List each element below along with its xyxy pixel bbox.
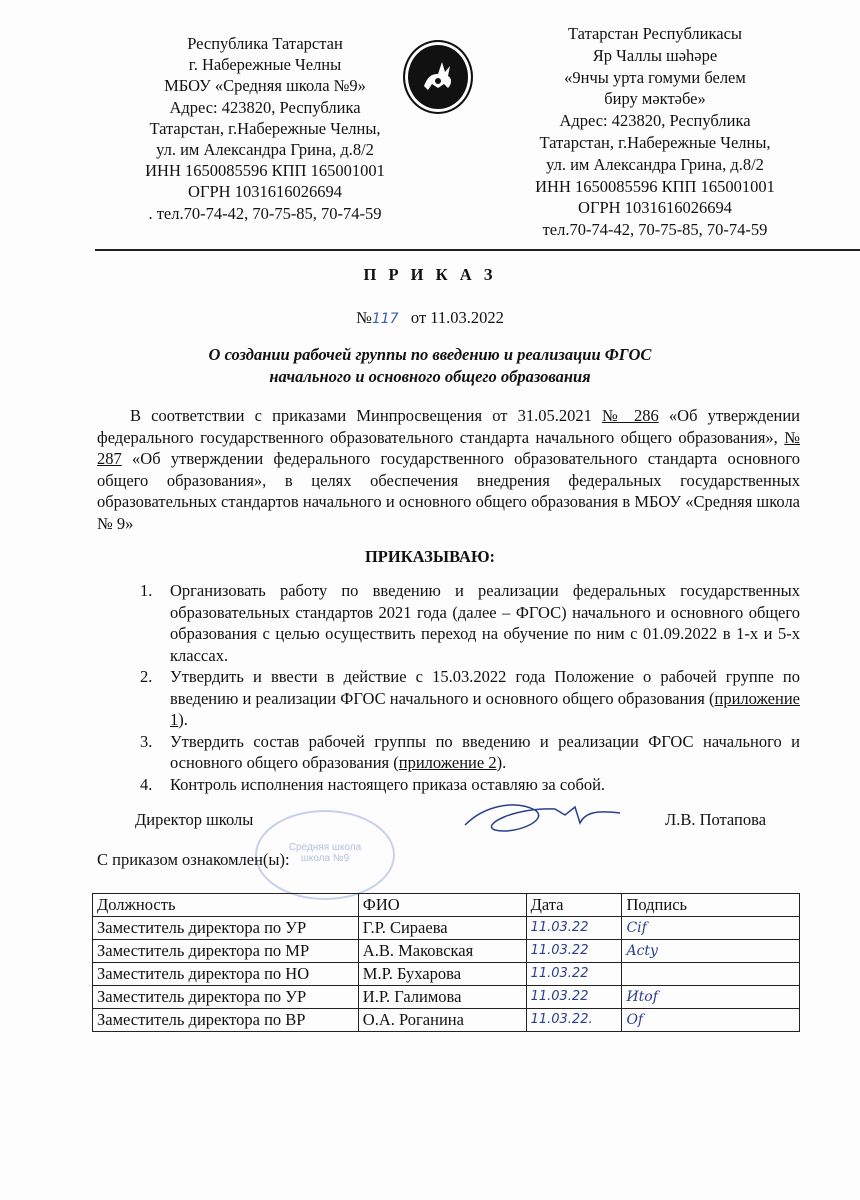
signature-cell: Acty	[622, 940, 800, 963]
header-left-russian	[120, 33, 410, 224]
item-number: 2.	[140, 667, 153, 686]
order-item	[140, 580, 800, 666]
header-line: Адрес: 423820, Республика	[169, 97, 361, 117]
number-sign: №	[356, 308, 372, 327]
acknowledgement-label: С приказом ознакомлен(ы):	[97, 850, 290, 869]
subject-line: О создании рабочей группы по введению и реализации ФГОС	[208, 345, 652, 364]
column-header: ФИО	[358, 894, 526, 917]
header-line: ул. им Александра Грина, д.8/2	[546, 154, 764, 174]
name-cell: Г.Р. Сираева	[358, 917, 526, 940]
order-number-line	[0, 308, 860, 328]
position-cell: Заместитель директора по МР	[93, 940, 359, 963]
name-cell: О.А. Роганина	[358, 1009, 526, 1032]
date-cell: 11.03.22	[526, 986, 622, 1009]
order-number: 117	[371, 311, 399, 327]
header-line: ИНН 1650085596 КПП 165001001	[145, 161, 385, 181]
header-line: г. Набережные Челны	[188, 55, 342, 75]
header-line: Татарстан Республикасы	[568, 24, 742, 43]
item-text: ).	[178, 710, 188, 729]
order-items	[140, 580, 800, 795]
signature-cell: Иtof	[622, 986, 800, 1009]
table-row	[93, 917, 800, 940]
header-line: Адрес: 423820, Республика	[559, 111, 751, 131]
item-text: Утвердить и ввести в действие с 15.03.2022 года Положение о рабочей группе по введению и реализации ФГОС начального и основного общего образования (	[170, 667, 800, 708]
column-header: Подпись	[622, 894, 800, 917]
item-text: Контроль исполнения настоящего приказа оставляю за собой.	[170, 774, 606, 794]
order-item	[140, 774, 800, 796]
order-item	[140, 731, 800, 774]
header-line: ОГРН 1031616026694	[188, 182, 342, 202]
date-cell: 11.03.22.	[526, 1009, 622, 1032]
stamp-line: школа №9	[300, 853, 350, 864]
table-row	[93, 1009, 800, 1032]
position-cell: Заместитель директора по НО	[93, 963, 359, 986]
stamp-line: Средняя школа	[288, 842, 362, 853]
column-header: Дата	[526, 894, 622, 917]
document-title: П Р И К А З	[363, 265, 497, 284]
date-cell: 11.03.22	[526, 940, 622, 963]
table-header-row	[93, 894, 800, 917]
signature-cell: Of	[622, 1009, 800, 1032]
signatory-role: Директор школы	[135, 810, 254, 829]
item-number: 1.	[140, 581, 153, 600]
date-cell: 11.03.22	[526, 963, 622, 986]
header-line: тел.70-74-42, 70-75-85, 70-74-59	[542, 220, 768, 240]
header-line: ОГРН 1031616026694	[578, 198, 732, 218]
header-line: Республика Татарстан	[187, 34, 343, 53]
header-line: «9нчы урта гомуми белем	[564, 67, 746, 87]
table-row	[93, 986, 800, 1009]
order-ref-287: № 287	[97, 427, 800, 469]
position-cell: Заместитель директора по ВР	[93, 1009, 359, 1032]
body-text: В соответствии с приказами Минпросвещения от 31.05.2021	[130, 406, 603, 425]
order-date: от 11.03.2022	[410, 308, 504, 327]
signatory-name: Л.В. Потапова	[665, 810, 767, 829]
header-right-tatar	[505, 23, 805, 241]
subject-line: начального и основного общего образования	[269, 367, 591, 386]
director-signature	[455, 795, 625, 845]
header-line: биру мәктәбе»	[604, 89, 706, 109]
appendix-ref: приложение 2	[398, 753, 497, 772]
appendix-ref: приложение 1	[170, 688, 800, 729]
header-line: ул. им Александра Грина, д.8/2	[156, 140, 374, 160]
header-divider	[95, 249, 860, 251]
date-cell: 11.03.22	[526, 917, 622, 940]
header-line: Яр Чаллы шәһәре	[592, 45, 718, 65]
table-row	[93, 963, 800, 986]
item-text: Организовать работу по введению и реализации федеральных государственных образовательных стандартов 2021 года (далее – ФГОС) начального и основного общего образования с целью осуществить переход на обучение по ним с 01.09.2022 в 1-х и 5-х классах.	[170, 581, 800, 665]
tatarstan-emblem-icon	[403, 40, 473, 114]
order-ref-286: № 286	[602, 406, 659, 425]
name-cell: М.Р. Бухарова	[358, 963, 526, 986]
header-line: ИНН 1650085596 КПП 165001001	[535, 176, 775, 196]
name-cell: И.Р. Галимова	[358, 986, 526, 1009]
item-text: Утвердить состав рабочей группы по введению и реализации ФГОС начального и основного общего образования (	[170, 731, 800, 772]
header-line: МБОУ «Средняя школа №9»	[164, 76, 366, 96]
header-line: . тел.70-74-42, 70-75-85, 70-74-59	[148, 203, 382, 223]
position-cell: Заместитель директора по УР	[93, 917, 359, 940]
order-heading: ПРИКАЗЫВАЮ:	[364, 547, 496, 566]
header-line: Татарстан, г.Набережные Челны,	[539, 132, 771, 152]
table-row	[93, 940, 800, 963]
header-line: Татарстан, г.Набережные Челны,	[149, 118, 381, 138]
body-text: «Об утверждении федерального государственного образовательного стандарта начального общего образования»,	[97, 406, 801, 447]
signature-cell	[622, 963, 800, 986]
preamble-paragraph	[97, 405, 800, 535]
order-subject	[0, 344, 860, 388]
column-header: Должность	[93, 894, 359, 917]
item-text: ).	[496, 753, 507, 772]
order-item	[140, 666, 800, 731]
position-cell: Заместитель директора по УР	[93, 986, 359, 1009]
item-number: 4.	[140, 774, 153, 794]
name-cell: А.В. Маковская	[358, 940, 526, 963]
acknowledgement-table	[92, 893, 800, 1032]
body-text: «Об утверждении федерального государственного образовательного стандарта основного общего образования», в целях обеспечения внедрения федеральных государственных образовательных стандартов начального и основного общего образования в МБОУ «Средняя школа № 9»	[97, 449, 800, 533]
signature-cell: Cif	[622, 917, 800, 940]
item-number: 3.	[140, 731, 153, 751]
